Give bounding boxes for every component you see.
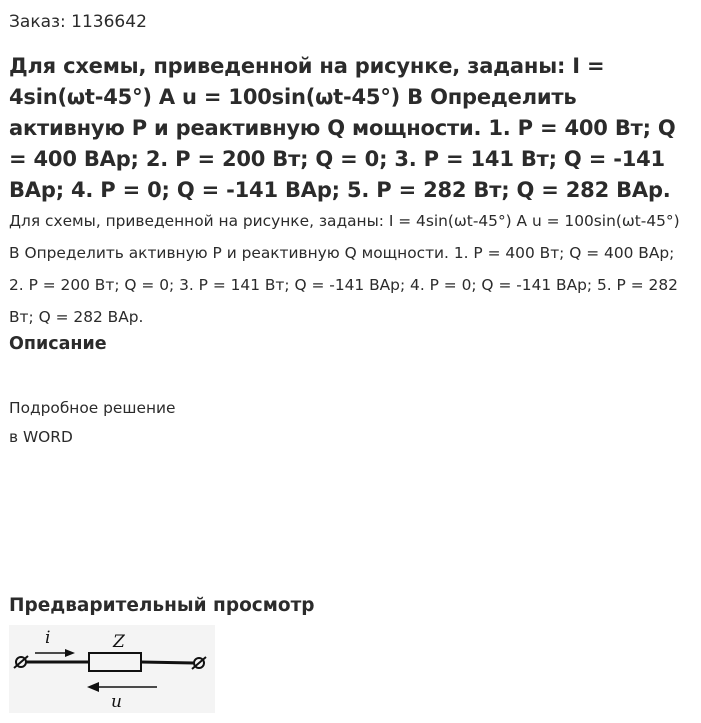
preview-image[interactable] [9, 625, 215, 713]
description-line-2: в WORD [9, 428, 73, 446]
current-arrow [35, 649, 75, 657]
page-title: Для схемы, приведенной на рисунке, заданы: I = 4sin(ωt-45°) А u = 100sin(ωt-45°) В Определить активную Р и реактивную Q мощности. 1. Р = 400 Вт; Q = 400 BAp; 2. Р = 200 Вт; Q = 0; 3. Р = 141 Вт; Q = -141 BAp; 4. Р = 0; Q = -141 BAp; 5. Р = 282 Вт; Q = 282 BAp. [9, 54, 676, 202]
description-line-1: Подробное решение [9, 399, 176, 417]
right-terminal [192, 657, 206, 669]
voltage-arrow [87, 682, 157, 692]
left-terminal [14, 656, 28, 668]
description-body [9, 394, 409, 452]
wire-right [141, 662, 194, 663]
impedance-element [89, 653, 141, 671]
preview-heading: Предварительный просмотр [9, 595, 315, 616]
current-label: i [45, 628, 51, 648]
task-statement: Для схемы, приведенной на рисунке, заданы: I = 4sin(ωt-45°) А u = 100sin(ωt-45°) В Определить активную Р и реактивную Q мощности. 1. Р = 400 Вт; Q = 400 BAp; 2. Р = 200 Вт; Q = 0; 3. Р = 141 Вт; Q = -141 BAp; 4. Р = 0; Q = -141 BAp; 5. Р = 282 Вт; Q = 282 BAp. [9, 212, 680, 326]
circuit-diagram [9, 625, 215, 713]
impedance-label: Z [113, 632, 125, 652]
description-heading: Описание [9, 334, 107, 354]
order-number: Заказ: 1136642 [9, 12, 147, 32]
voltage-label: u [111, 692, 122, 712]
